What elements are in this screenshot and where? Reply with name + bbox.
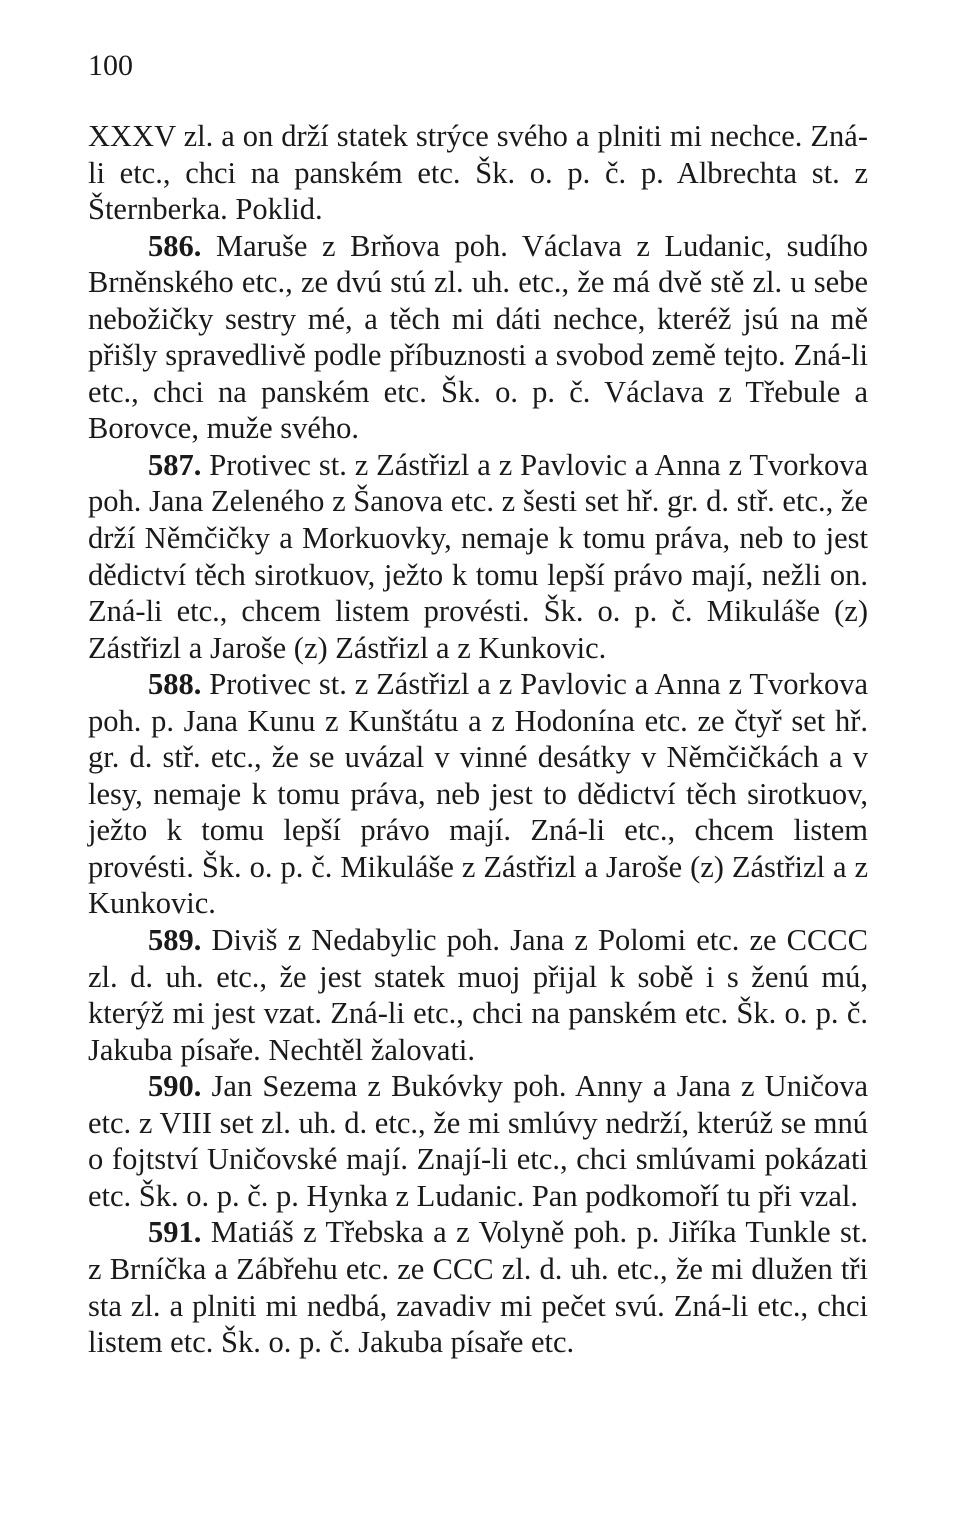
entry-number: 588. bbox=[148, 667, 202, 702]
entry-590 bbox=[88, 1068, 868, 1214]
entry-586 bbox=[88, 228, 868, 447]
paragraph-text: Maruše z Brňova poh. Václava z Ludanic, sudího Brněnského etc., ze dvú stú zl. uh. etc., že má dvě stě zl. u sebe nebožičky sestry mé, a těch mi dáti nechce, kteréž jsú na mě přišly spravedlivě podle příbuznosti a svobod země tejto. Zná-li etc., chci na panském etc. Šk. o. p. č. Václava z Třebule a Borovce, muže svého. bbox=[88, 228, 869, 446]
paragraph-text: Matiáš z Třebska a z Volyně poh. p. Jiříka Tunkle st. z Brníčka a Zábřehu etc. ze CCC zl. d. uh. etc., že mi dlužen tři sta zl. a plniti mi nedbá, zavadiv mi pečet svú. Zná-li etc., chci listem etc. Šk. o. p. č. Jakuba písaře etc. bbox=[88, 1215, 868, 1360]
paragraph-text: Protivec st. z Zástřizl a z Pavlovic a Anna z Tvorkova poh. p. Jana Kunu z Kunštátu a z Hodonína etc. ze čtyř set hř. gr. d. stř. etc., že se uvázal v vinné desátky v Němčičkách a v lesy, nemaje k tomu práva, neb jest to dědictví těch sirotkuov, ježto k tomu lepší právo mají. Zná-li etc., chcem listem provésti. Šk. o. p. č. Mikuláše z Zástřizl a Jaroše (z) Zástřizl a z Kunkovic. bbox=[88, 667, 869, 921]
paragraph-continuation bbox=[88, 118, 868, 228]
entry-number: 590. bbox=[148, 1069, 202, 1104]
entry-number: 586. bbox=[148, 228, 202, 263]
entry-588 bbox=[88, 666, 868, 922]
entry-number: 591. bbox=[148, 1215, 202, 1250]
paragraph-text: Jan Sezema z Bukóvky poh. Anny a Jana z Uničova etc. z VIII set zl. uh. d. etc., že mi smlúvy nedrží, kterúž se mnú o fojtství Uničovské mají. Znají-li etc., chci smlúvami pokázati etc. Šk. o. p. č. p. Hynka z Ludanic. Pan podkomoří tu při vzal. bbox=[88, 1069, 869, 1213]
entry-number: 587. bbox=[148, 447, 202, 482]
page-number: 100 bbox=[88, 49, 133, 82]
entry-587 bbox=[88, 447, 868, 666]
paragraph-text: Diviš z Nedabylic poh. Jana z Polomi etc. ze CCCC zl. d. uh. etc., že jest statek muoj přijal k sobě i s ženú mú, kterýž mi jest vzat. Zná-li etc., chci na panském etc. Šk. o. p. č. Jakuba písaře. Nechtěl žalovati. bbox=[88, 923, 868, 1067]
entry-591 bbox=[88, 1214, 868, 1360]
paragraph-text: Protivec st. z Zástřizl a z Pavlovic a Anna z Tvorkova poh. Jana Zeleného z Šanova etc. z šesti set hř. gr. d. stř. etc., že drží Němčičky a Morkuovky, nemaje k tomu práva, neb to jest dědictví těch sirotkuov, ježto k tomu lepší právo mají, nežli on. Zná-li etc., chcem listem provésti. Šk. o. p. č. Mikuláše (z) Zástřizl a Jaroše (z) Zástřizl a z Kunkovic. bbox=[88, 447, 869, 665]
entry-number: 589. bbox=[148, 923, 202, 958]
entry-589 bbox=[88, 922, 868, 1068]
paragraph-text: XXXV zl. a on drží statek strýce svého a plniti mi nechce. Zná-li etc., chci na panském etc. Šk. o. p. č. p. Albrechta st. z Šternberka. Poklid. bbox=[88, 119, 868, 227]
body-text bbox=[88, 118, 868, 1361]
